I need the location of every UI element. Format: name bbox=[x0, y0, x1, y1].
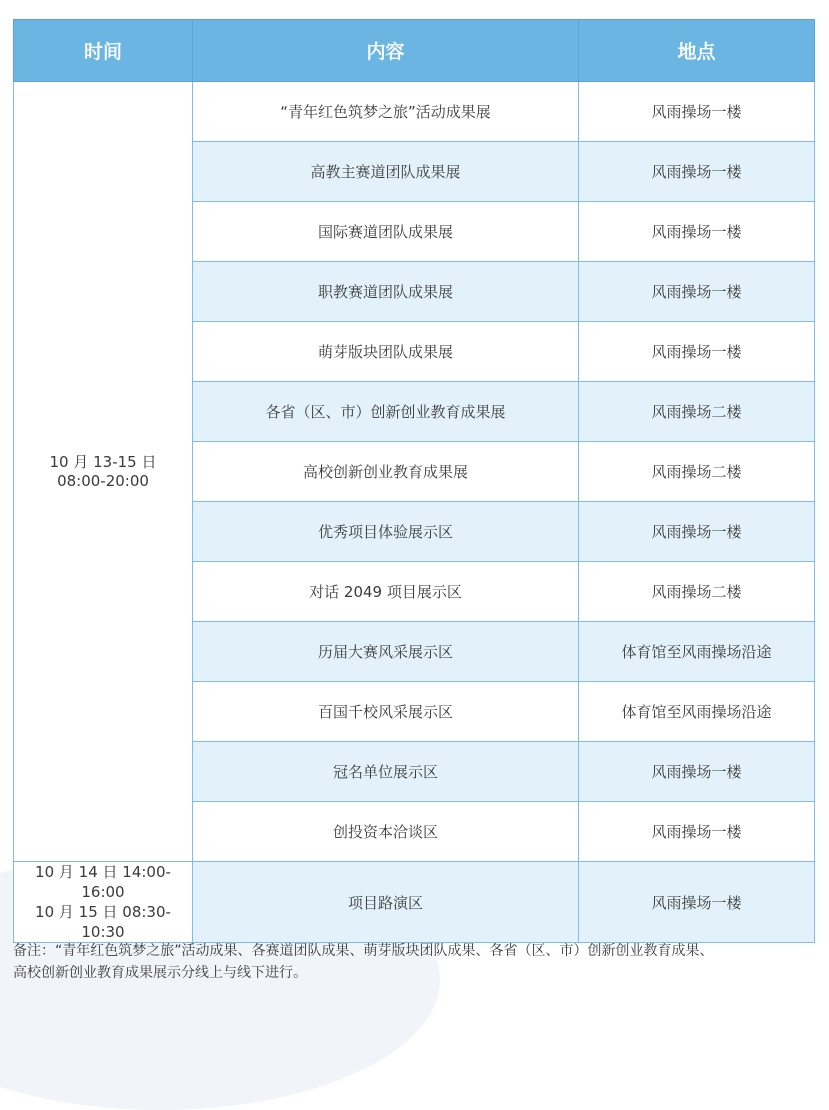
place-cell: 风雨操场一楼 bbox=[579, 862, 815, 943]
place-cell: 风雨操场二楼 bbox=[579, 382, 815, 442]
content-cell: 项目路演区 bbox=[193, 862, 579, 943]
content-cell: 高校创新创业教育成果展 bbox=[193, 442, 579, 502]
time-cell-group-1 bbox=[14, 82, 193, 862]
content-cell: 各省（区、市）创新创业教育成果展 bbox=[193, 382, 579, 442]
content-cell: 高教主赛道团队成果展 bbox=[193, 142, 579, 202]
content-cell: 优秀项目体验展示区 bbox=[193, 502, 579, 562]
time-line: 10 月 14 日 14:00-16:00 bbox=[35, 863, 171, 901]
header-content: 内容 bbox=[193, 20, 579, 82]
place-cell: 风雨操场一楼 bbox=[579, 262, 815, 322]
content-cell: 历届大赛风采展示区 bbox=[193, 622, 579, 682]
table-row bbox=[14, 862, 815, 943]
footnote-line: 备注：“青年红色筑梦之旅”活动成果、各赛道团队成果、萌芽版块团队成果、各省（区、市）创新创业教育成果、 bbox=[13, 943, 714, 959]
header-time: 时间 bbox=[14, 20, 193, 82]
place-cell: 风雨操场一楼 bbox=[579, 802, 815, 862]
footnote bbox=[13, 940, 819, 984]
place-cell: 风雨操场一楼 bbox=[579, 82, 815, 142]
time-line: 10 月 13-15 日 bbox=[49, 452, 157, 471]
time-line: 10 月 15 日 08:30-10:30 bbox=[35, 903, 171, 941]
place-cell: 风雨操场一楼 bbox=[579, 502, 815, 562]
place-cell: 风雨操场二楼 bbox=[579, 562, 815, 622]
place-cell: 体育馆至风雨操场沿途 bbox=[579, 622, 815, 682]
content-cell: 国际赛道团队成果展 bbox=[193, 202, 579, 262]
table-header-row bbox=[14, 20, 815, 82]
content-cell: 冠名单位展示区 bbox=[193, 742, 579, 802]
place-cell: 风雨操场二楼 bbox=[579, 442, 815, 502]
content-cell: “青年红色筑梦之旅”活动成果展 bbox=[193, 82, 579, 142]
schedule-table bbox=[13, 19, 815, 943]
content-cell: 创投资本洽谈区 bbox=[193, 802, 579, 862]
time-line: 08:00-20:00 bbox=[57, 471, 149, 490]
time-cell-group-2 bbox=[14, 862, 193, 943]
content-cell: 萌芽版块团队成果展 bbox=[193, 322, 579, 382]
header-place: 地点 bbox=[579, 20, 815, 82]
place-cell: 风雨操场一楼 bbox=[579, 142, 815, 202]
content-cell: 职教赛道团队成果展 bbox=[193, 262, 579, 322]
table-row bbox=[14, 82, 815, 142]
place-cell: 风雨操场一楼 bbox=[579, 202, 815, 262]
place-cell: 体育馆至风雨操场沿途 bbox=[579, 682, 815, 742]
footnote-line: 高校创新创业教育成果展示分线上与线下进行。 bbox=[13, 965, 307, 981]
content-cell: 百国千校风采展示区 bbox=[193, 682, 579, 742]
place-cell: 风雨操场一楼 bbox=[579, 742, 815, 802]
place-cell: 风雨操场一楼 bbox=[579, 322, 815, 382]
content-cell: 对话 2049 项目展示区 bbox=[193, 562, 579, 622]
